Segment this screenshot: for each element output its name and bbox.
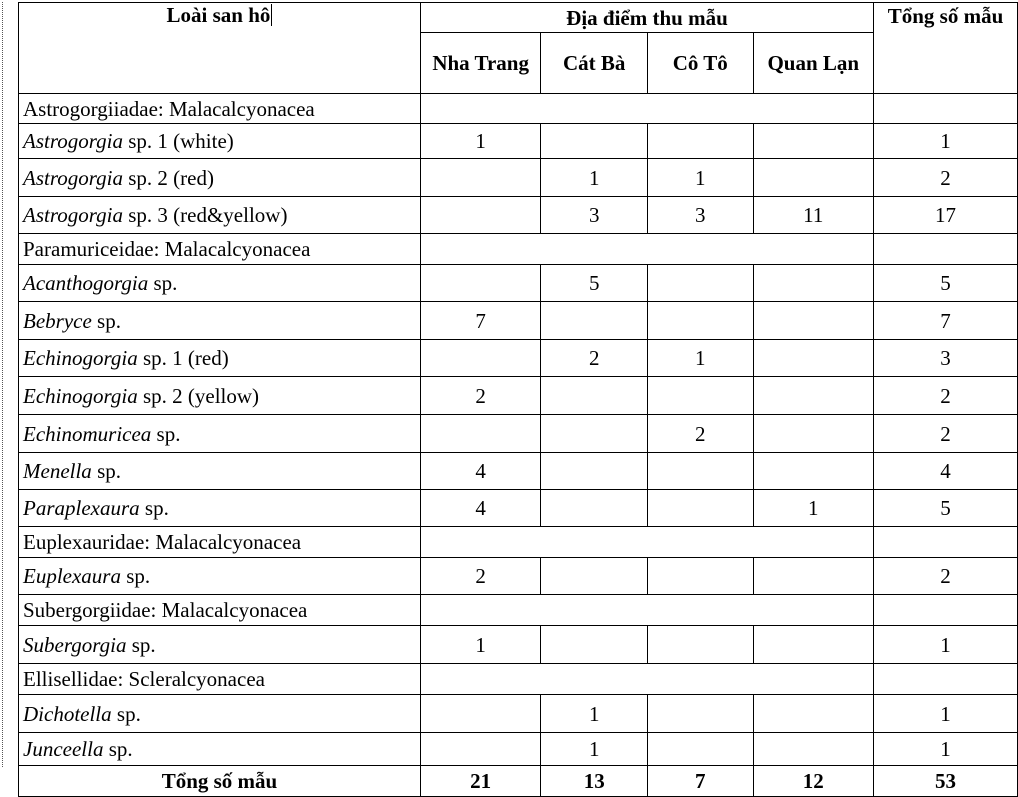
- species-epithet: sp.: [151, 421, 181, 446]
- total-co-to: 7: [648, 766, 754, 797]
- empty-cell: [874, 94, 1018, 124]
- row-total: 2: [874, 159, 1018, 197]
- species-row: [19, 302, 1018, 340]
- total-quan-lan: 12: [753, 766, 874, 797]
- row-total: 5: [874, 490, 1018, 527]
- species-sample-table: [18, 2, 1018, 797]
- genus-name: Astrogorgia: [23, 129, 123, 153]
- sample-count: [420, 733, 540, 766]
- sample-count: [753, 453, 874, 490]
- location-header-nha-trang: Nha Trang: [420, 33, 540, 94]
- sample-count: [541, 415, 648, 453]
- species-name: [19, 626, 421, 664]
- header-row-1: [19, 3, 1018, 33]
- species-epithet: sp.: [139, 496, 169, 520]
- empty-cell: [420, 234, 540, 265]
- row-total: 2: [874, 415, 1018, 453]
- empty-cell: [753, 94, 874, 124]
- grand-total: 53: [874, 766, 1018, 797]
- total-row: [19, 766, 1018, 797]
- sample-count: [420, 265, 540, 302]
- genus-name: Junceella: [23, 737, 104, 761]
- genus-name: Echinomuricea: [23, 421, 152, 446]
- species-name: [19, 490, 421, 527]
- sample-count: [420, 159, 540, 197]
- row-total: 5: [874, 265, 1018, 302]
- empty-cell: [648, 664, 754, 695]
- sample-count: 3: [648, 197, 754, 234]
- empty-cell: [874, 527, 1018, 558]
- sample-count: [753, 159, 874, 197]
- family-row: [19, 234, 1018, 265]
- species-name: [19, 197, 421, 234]
- row-total: 1: [874, 733, 1018, 766]
- total-nha-trang: 21: [420, 766, 540, 797]
- empty-cell: [648, 595, 754, 626]
- empty-cell: [541, 234, 648, 265]
- sample-count: 1: [753, 490, 874, 527]
- sample-count: [420, 340, 540, 377]
- species-epithet: sp.: [148, 271, 178, 295]
- genus-name: Astrogorgia: [23, 165, 123, 190]
- sample-count: [541, 490, 648, 527]
- sample-count: [753, 377, 874, 415]
- species-row: [19, 377, 1018, 415]
- species-row: [19, 340, 1018, 377]
- empty-cell: [648, 234, 754, 265]
- sample-count: 4: [420, 490, 540, 527]
- genus-name: Euplexaura: [23, 564, 121, 588]
- species-epithet: sp. 1 (red): [137, 346, 229, 370]
- species-epithet: sp.: [91, 308, 121, 333]
- empty-cell: [753, 664, 874, 695]
- sample-count: 1: [541, 159, 648, 197]
- sample-count: [648, 302, 754, 340]
- species-name: [19, 415, 421, 453]
- empty-cell: [753, 234, 874, 265]
- species-row: [19, 197, 1018, 234]
- row-total: 1: [874, 124, 1018, 159]
- empty-cell: [648, 527, 754, 558]
- empty-cell: [420, 527, 540, 558]
- species-row: [19, 159, 1018, 197]
- species-row: [19, 733, 1018, 766]
- species-epithet: sp.: [126, 632, 156, 657]
- row-total: 1: [874, 695, 1018, 733]
- species-name: [19, 265, 421, 302]
- sample-count: [541, 453, 648, 490]
- sample-count: 4: [420, 453, 540, 490]
- sample-count: [753, 695, 874, 733]
- family-label: Euplexauridae: Malacalcyonacea: [19, 527, 421, 558]
- sample-count: [753, 124, 874, 159]
- species-row: [19, 415, 1018, 453]
- sample-count: [648, 626, 754, 664]
- family-row: [19, 94, 1018, 124]
- empty-cell: [420, 664, 540, 695]
- empty-cell: [420, 595, 540, 626]
- sample-count: 1: [541, 695, 648, 733]
- species-epithet: sp. 1 (white): [122, 129, 234, 153]
- text-cursor: [271, 4, 272, 26]
- sample-count: [541, 558, 648, 595]
- species-row: [19, 695, 1018, 733]
- sample-count: 11: [753, 197, 874, 234]
- family-row: [19, 664, 1018, 695]
- sample-count: 1: [648, 340, 754, 377]
- location-header-quan-lan: Quan Lạn: [753, 33, 874, 94]
- sample-count: [541, 124, 648, 159]
- species-row: [19, 453, 1018, 490]
- sample-count: [753, 626, 874, 664]
- species-epithet: sp. 3 (red&yellow): [122, 203, 288, 227]
- total-cat-ba: 13: [541, 766, 648, 797]
- sample-count: [648, 733, 754, 766]
- table-body: [19, 94, 1018, 766]
- species-name: [19, 124, 421, 159]
- empty-cell: [874, 595, 1018, 626]
- species-name: [19, 377, 421, 415]
- row-total: 3: [874, 340, 1018, 377]
- family-label: Ellisellidae: Scleralcyonacea: [19, 664, 421, 695]
- species-name: [19, 453, 421, 490]
- genus-name: Dichotella: [23, 701, 112, 726]
- species-row: [19, 626, 1018, 664]
- row-total: 17: [874, 197, 1018, 234]
- species-epithet: sp.: [103, 737, 133, 761]
- empty-cell: [874, 664, 1018, 695]
- sample-count: [648, 490, 754, 527]
- sample-count: 7: [420, 302, 540, 340]
- family-row: [19, 595, 1018, 626]
- species-epithet: sp.: [111, 701, 141, 726]
- sample-count: 2: [420, 558, 540, 595]
- species-name: [19, 733, 421, 766]
- row-total: 1: [874, 626, 1018, 664]
- empty-cell: [541, 94, 648, 124]
- sample-count: [420, 415, 540, 453]
- family-label: Paramuriceidae: Malacalcyonacea: [19, 234, 421, 265]
- row-total: 7: [874, 302, 1018, 340]
- species-name: [19, 340, 421, 377]
- sample-count: [648, 124, 754, 159]
- empty-cell: [541, 595, 648, 626]
- sample-count: 1: [420, 124, 540, 159]
- sample-count: [753, 558, 874, 595]
- species-column-header: Loài san hô: [19, 3, 421, 94]
- genus-name: Paraplexaura: [23, 496, 140, 520]
- sample-count: 1: [648, 159, 754, 197]
- genus-name: Menella: [23, 459, 92, 483]
- genus-name: Echinogorgia: [23, 383, 138, 408]
- sample-count: [648, 695, 754, 733]
- sample-count: [753, 302, 874, 340]
- total-column-header: Tổng số mẫu: [874, 3, 1018, 94]
- species-name: [19, 159, 421, 197]
- sample-count: 1: [541, 733, 648, 766]
- species-epithet: sp.: [120, 564, 151, 588]
- species-name: [19, 302, 421, 340]
- species-epithet: sp.: [91, 459, 121, 483]
- sample-count: [541, 302, 648, 340]
- genus-name: Acanthogorgia: [23, 271, 149, 295]
- genus-name: Astrogorgia: [23, 203, 123, 227]
- location-group-header: Địa điểm thu mẫu: [420, 3, 873, 33]
- species-row: [19, 124, 1018, 159]
- family-row: [19, 527, 1018, 558]
- sample-count: 5: [541, 265, 648, 302]
- sample-count: [420, 197, 540, 234]
- sample-count: 3: [541, 197, 648, 234]
- empty-cell: [541, 527, 648, 558]
- family-label: Subergorgiidae: Malacalcyonacea: [19, 595, 421, 626]
- empty-cell: [753, 595, 874, 626]
- sample-count: [753, 265, 874, 302]
- location-header-cat-ba: Cát Bà: [541, 33, 648, 94]
- family-label: Astrogorgiiadae: Malacalcyonacea: [19, 94, 421, 124]
- genus-name: Subergorgia: [23, 632, 127, 657]
- empty-cell: [541, 664, 648, 695]
- sample-count: [420, 695, 540, 733]
- genus-name: Echinogorgia: [23, 346, 138, 370]
- row-total: 2: [874, 558, 1018, 595]
- sample-count: [648, 377, 754, 415]
- row-total: 2: [874, 377, 1018, 415]
- species-row: [19, 490, 1018, 527]
- sample-count: 2: [648, 415, 754, 453]
- sample-count: [648, 453, 754, 490]
- sample-count: 1: [420, 626, 540, 664]
- page-margin-rule: [2, 2, 3, 767]
- sample-count: [648, 558, 754, 595]
- species-epithet: sp. 2 (yellow): [137, 383, 260, 408]
- sample-count: [753, 733, 874, 766]
- empty-cell: [874, 234, 1018, 265]
- total-row-label: Tổng số mẫu: [19, 766, 421, 797]
- sample-count: 2: [420, 377, 540, 415]
- sample-count: [753, 415, 874, 453]
- species-name: [19, 695, 421, 733]
- sample-count: 2: [541, 340, 648, 377]
- genus-name: Bebryce: [23, 308, 92, 333]
- sample-count: [541, 377, 648, 415]
- species-row: [19, 558, 1018, 595]
- empty-cell: [420, 94, 540, 124]
- empty-cell: [648, 94, 754, 124]
- empty-cell: [753, 527, 874, 558]
- sample-count: [753, 340, 874, 377]
- species-name: [19, 558, 421, 595]
- sample-count: [648, 265, 754, 302]
- species-epithet: sp. 2 (red): [122, 165, 214, 190]
- species-row: [19, 265, 1018, 302]
- location-header-co-to: Cô Tô: [648, 33, 754, 94]
- row-total: 4: [874, 453, 1018, 490]
- sample-count: [541, 626, 648, 664]
